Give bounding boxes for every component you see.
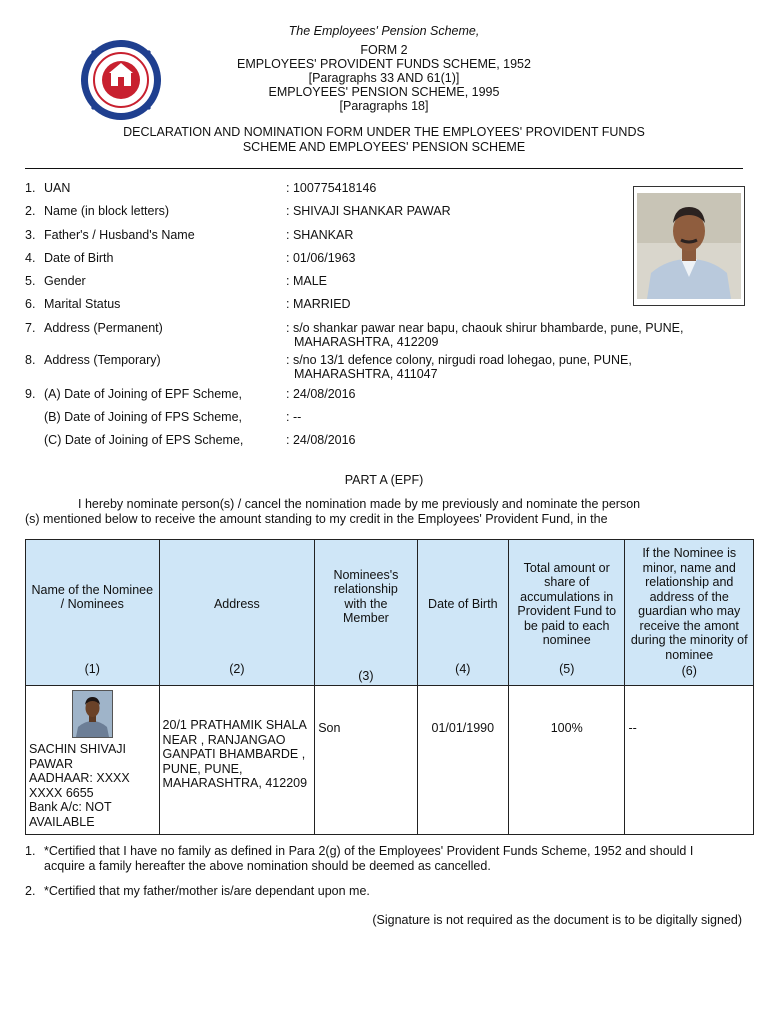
column-header-label: Address [213,597,260,611]
column-header [417,540,508,686]
detail-number: 2. [25,204,36,218]
detail-number: 5. [25,274,36,288]
column-header-label: Total amount or share of accumulations in Provident Fund to be paid to each nominee [517,560,617,648]
detail-value-permanent-address-line2: MAHARASHTRA, 412209 [294,335,439,349]
detail-label-father: Father's / Husband's Name [44,228,195,242]
eps-paragraphs: [Paragraphs 18] [339,99,429,113]
detail-value-temporary-address: : s/no 13/1 defence colony, nirgudi road lohegao, pune, PUNE, [286,353,632,367]
nominee-guardian-cell [625,686,754,835]
certification-text: *Certified that my father/mother is/are dependant upon me. [44,884,370,898]
column-header [508,540,624,686]
detail-value-name: : SHIVAJI SHANKAR PAWAR [286,204,451,218]
detail-value-gender: : MALE [286,274,327,288]
part-a-title: PART A (EPF) [344,473,424,487]
nominee-name: SACHIN SHIVAJI PAWAR [29,742,127,771]
nominee-bank-account: Bank A/c: NOT AVAILABLE [29,800,112,829]
certification-number: 1. [25,844,36,858]
column-number: (4) [455,661,471,676]
declaration-title-line2: SCHEME AND EMPLOYEES' PENSION SCHEME [242,140,526,154]
column-number: (6) [681,664,697,679]
column-header [315,540,417,686]
declaration-title-line1: DECLARATION AND NOMINATION FORM UNDER THE EMPLOYEES' PROVIDENT FUNDS [123,125,645,139]
detail-label-epf-joining: (A) Date of Joining of EPF Scheme, [44,387,243,401]
table-row [26,686,754,835]
column-number: (2) [229,661,245,676]
nominee-share-cell [508,686,624,835]
nominee-guardian: -- [628,721,637,735]
nominee-address: 20/1 PRATHAMIK SHALA NEAR , RANJANGAO GANPATI BHAMBARDE , PUNE, PUNE, MAHARASHTRA, 412209 [162,718,308,790]
detail-number: 7. [25,321,36,335]
detail-value-father: : SHANKAR [286,228,354,242]
column-header-label: Nominees's relationship with the Member [333,567,399,626]
scheme-title: The Employees' Pension Scheme, [288,24,480,38]
nominee-share: 100% [550,721,583,735]
header-divider [25,168,743,169]
certification-text: *Certified that I have no family as defined in Para 2(g) of the Employees' Provident Funds Scheme, 1952 and should I [44,844,694,858]
nominee-dob-cell [417,686,508,835]
detail-label-name: Name (in block letters) [44,204,170,218]
column-number: (5) [559,661,575,676]
detail-value-epf-joining: : 24/08/2016 [286,387,356,401]
epf-paragraphs: [Paragraphs 33 AND 61(1)] [308,71,460,85]
detail-label-dob: Date of Birth [44,251,114,265]
detail-label-temporary-address: Address (Temporary) [44,353,161,367]
detail-label-eps-joining: (C) Date of Joining of EPS Scheme, [44,433,244,447]
detail-number: 1. [25,181,36,195]
detail-value-uan: : 100775418146 [286,181,377,195]
nominee-photo [72,690,113,738]
table-header-row [26,540,754,686]
column-header-label: If the Nominee is minor, name and relationship and address of the guardian who may receive the amont during the minority of nominee [630,546,748,662]
eps-scheme-title: EMPLOYEES' PENSION SCHEME, 1995 [268,85,500,99]
certification-number: 2. [25,884,36,898]
column-header [26,540,160,686]
column-number: (1) [84,661,100,676]
nominee-address-cell [159,686,315,835]
detail-value-eps-joining: : 24/08/2016 [286,433,356,447]
detail-label-permanent-address: Address (Permanent) [44,321,163,335]
form-number: FORM 2 [360,43,408,57]
detail-label-marital: Marital Status [44,297,121,311]
certification-text-line2: acquire a family hereafter the above nomination should be deemed as cancelled. [44,859,491,873]
part-a-intro-line2: (s) mentioned below to receive the amount standing to my credit in the Employees' Provident Fund, in the [25,512,608,526]
detail-label-fps-joining: (B) Date of Joining of FPS Scheme, [44,410,243,424]
detail-value-temporary-address-line2: MAHARASHTRA, 411047 [294,367,438,381]
column-header [625,540,754,686]
detail-value-marital: : MARRIED [286,297,351,311]
detail-value-fps-joining: : -- [286,410,302,424]
nominee-relationship: Son [318,721,341,735]
signature-note: (Signature is not required as the document is to be digitally signed) [372,913,742,927]
detail-number: 9. [25,387,36,401]
detail-number: 8. [25,353,36,367]
detail-value-permanent-address: : s/o shankar pawar near bapu, chaouk shirur bhambarde, pune, PUNE, [286,321,684,335]
epf-scheme-title: EMPLOYEES' PROVIDENT FUNDS SCHEME, 1952 [237,57,531,71]
nominee-relationship-cell [315,686,417,835]
detail-label-gender: Gender [44,274,86,288]
nominee-name-cell [26,686,160,835]
detail-number: 6. [25,297,36,311]
detail-value-dob: : 01/06/1963 [286,251,356,265]
column-header-label: Date of Birth [428,597,498,611]
nominee-aadhaar: AADHAAR: XXXX XXXX 6655 [29,771,130,800]
detail-number: 4. [25,251,36,265]
column-number: (3) [358,668,374,683]
nominee-table [25,539,754,835]
column-header [159,540,315,686]
detail-label-uan: UAN [44,181,71,195]
epfo-logo [80,39,162,121]
nominee-dob: 01/01/1990 [431,721,495,735]
member-photo [633,186,745,306]
part-a-intro-line1: I hereby nominate person(s) / cancel the nomination made by me previously and nominate the person [78,497,641,511]
column-header-label: Name of the Nominee / Nominees [31,582,154,612]
detail-number: 3. [25,228,36,242]
